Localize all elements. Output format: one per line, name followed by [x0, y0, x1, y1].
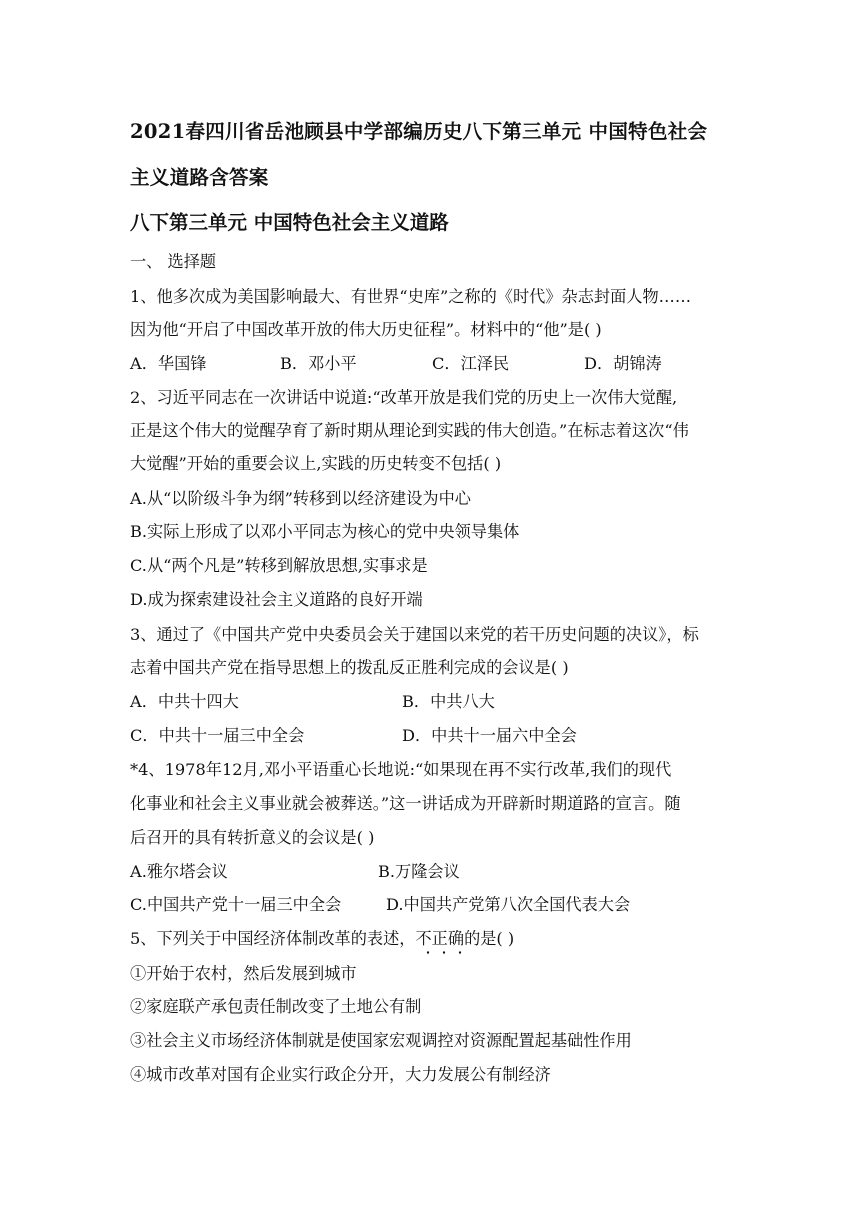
question-1-option-d: D．胡锦涛 [584, 354, 662, 373]
question-1-option-a: A．华国锋 [130, 354, 207, 373]
question-5-emphasis: 不正确 [416, 925, 465, 949]
question-4-option-c: C.中国共产党十一届三中全会 [130, 895, 342, 914]
question-1-option-b: B．邓小平 [280, 354, 357, 373]
question-3-option-a: A．中共十四大 [130, 692, 239, 711]
question-3-option-b: B．中共八大 [402, 692, 495, 711]
question-5-item-1: ①开始于农村，然后发展到城市 [130, 964, 357, 983]
unit-title: 八下第三单元 中国特色社会主义道路 [130, 211, 449, 234]
question-2-line-2: 正是这个伟大的觉醒孕育了新时期从理论到实践的伟大创造。”在标志着这次“伟 [130, 421, 689, 440]
question-5-stem-suffix: 的是( ) [464, 929, 515, 948]
question-2-option-c: C.从“两个凡是”转移到解放思想,实事求是 [130, 556, 428, 575]
question-2-option-d: D.成为探索建设社会主义道路的良好开端 [130, 590, 423, 609]
question-3-line-2: 志着中国共产党在指导思想上的拨乱反正胜利完成的会议是( ) [130, 658, 569, 677]
question-4-option-b: B.万隆会议 [378, 862, 460, 881]
question-4-line-3: 后召开的具有转折意义的会议是( ) [130, 828, 375, 847]
question-4-option-a: A.雅尔塔会议 [130, 862, 228, 881]
question-3-line-1: 3、通过了《中国共产党中央委员会关于建国以来党的若干历史问题的决议》，标 [130, 625, 699, 644]
question-5-stem [130, 925, 514, 949]
document-title-line-1: 2021春四川省岳池顾县中学部编历史八下第三单元 中国特色社会 [130, 120, 708, 143]
question-5-item-4: ④城市改革对国有企业实行政企分开，大力发展公有制经济 [130, 1065, 551, 1084]
section-heading: 一、 选择题 [130, 252, 217, 271]
question-4-option-d: D.中国共产党第八次全国代表大会 [386, 895, 631, 914]
question-4-line-1: *4、1978年12月,邓小平语重心长地说:“如果现在再不实行改革,我们的现代 [130, 760, 672, 779]
question-4-line-2: 化事业和社会主义事业就会被葬送。”这一讲话成为开辟新时期道路的宣言。随 [130, 794, 681, 813]
question-5-item-2: ②家庭联产承包责任制改变了土地公有制 [130, 997, 422, 1016]
question-2-option-a: A.从“以阶级斗争为纲”转移到以经济建设为中心 [130, 489, 471, 508]
question-1-option-c: C．江泽民 [432, 354, 510, 373]
question-1-line-1: 1、他多次成为美国影响最大、有世界“史库”之称的《时代》杂志封面人物…… [130, 287, 692, 306]
document-title-line-2: 主义道路含答案 [130, 166, 269, 189]
question-3-option-c: C．中共十一届三中全会 [130, 726, 305, 745]
question-3-option-d: D．中共十一届六中全会 [402, 726, 577, 745]
question-2-line-3: 大觉醒”开始的重要会议上,实践的历史转变不包括( ) [130, 454, 502, 473]
question-1-line-2: 因为他“开启了中国改革开放的伟大历史征程”。材料中的“他”是( ) [130, 320, 602, 339]
question-2-option-b: B.实际上形成了以邓小平同志为核心的党中央领导集体 [130, 522, 520, 541]
question-5-stem-prefix: 5、下列关于中国经济体制改革的表述， [130, 929, 416, 948]
question-2-line-1: 2、习近平同志在一次讲话中说道:“改革开放是我们党的历史上一次伟大觉醒, [130, 388, 678, 407]
question-5-item-3: ③社会主义市场经济体制就是使国家宏观调控对资源配置起基础性作用 [130, 1031, 632, 1050]
